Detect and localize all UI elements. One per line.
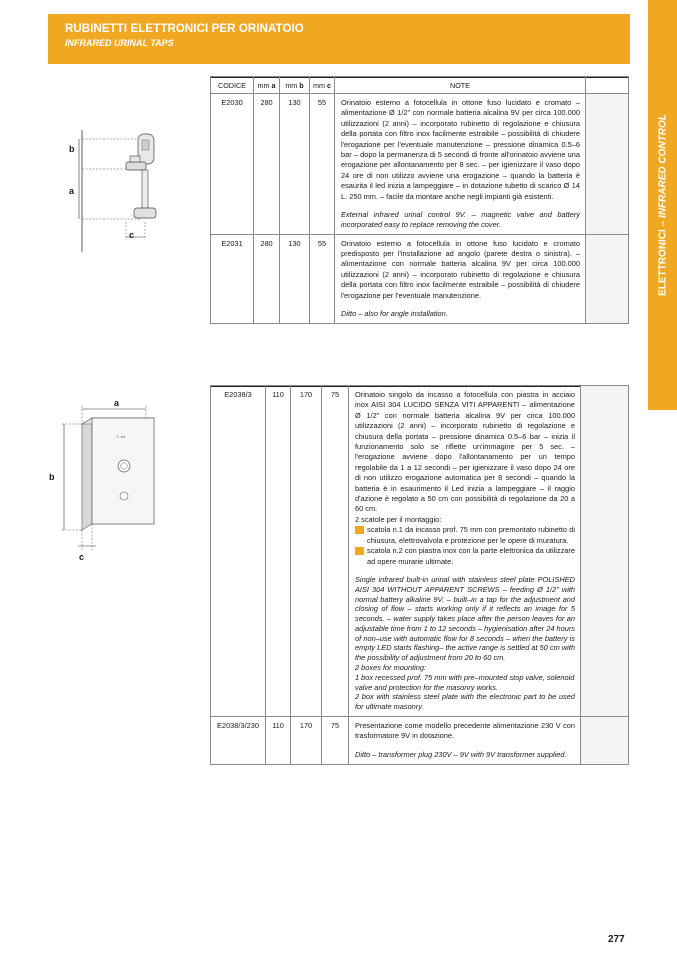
col-header-code: CODICE [211, 77, 254, 94]
box-item-2: scatola n.2 con piastra inox con la parte elettronica da utilizzare ad opere murarie ultimate. [355, 546, 575, 567]
table-row [211, 717, 629, 765]
section-header [48, 14, 630, 64]
col-header-a: mm a [254, 77, 280, 94]
cell-b: 130 [280, 94, 310, 235]
dim-label-c-1: c [129, 230, 135, 240]
built-in-box-drawing [56, 404, 176, 554]
cell-c: 75 [322, 386, 349, 717]
cell-code: E2031 [211, 234, 254, 323]
table-header-row [211, 77, 629, 94]
boxes-intro: 2 scatole per il montaggio: [355, 514, 442, 524]
cell-a: 280 [254, 94, 280, 235]
cell-a: 280 [254, 234, 280, 323]
urinal-valve-drawing [60, 126, 180, 256]
note-text: Orinatoio singolo da incasso a fotocellula con piastra in acciaio inox AISI 304 LUCIDO SENZA VITI APPARENTI – alimentazione Ø 1/2" con normale batteria alcalina 9V per circa 100.000 utilizzazioni (2 anni) – incorporato rubinetto di regolazione e chiusura della portata – pressione dinamica 0.5–6 bar – inizia il funzionamento solo se riflette un'immagine per 5 sec. – l'erogazione avviene dopo l'allontanamento per un tempo regolabile da 1 a 12 secondi – per igienizzare il vaso dopo 24 ore di non utilizzo erogazione automatica per 8 secondi – quando la batteria è in esaurimento il Led inizia a lampeggiare – il raggio d'azione è regolato a 50 cm con possibilità di regolazione da 20 a 60 cm. [355, 390, 575, 514]
orange-square-bullet [355, 547, 364, 555]
en-boxes-intro: 2 boxes for mounting: [355, 663, 427, 673]
note-text-en: Ditto – also for angle installation. [341, 309, 448, 319]
side-tab-label: ELETTRONICI – INFRARED CONTROL [657, 114, 668, 296]
spec-table-2 [210, 385, 629, 765]
col-header-note: NOTE [335, 77, 586, 94]
dim-label-a-2: a [114, 398, 120, 408]
spec-table-1 [210, 76, 629, 324]
cell-b: 170 [291, 386, 322, 717]
cell-note [349, 717, 581, 765]
cell-b: 130 [280, 234, 310, 323]
note-text: Orinatoio esterno a fotocellula in ottone fuso lucidato e cromato – alimentazione Ø 1/2" con normale batteria alcalina 9V per circa 100.000 utilizzazioni (2 anni) – incorporato rubinetto di regolazione e chiusura della portata con filtro inox facilmente estraibile – possibilità di chiudere l'erogazione per l'eventuale manutenzione – pressione dinamica 0.5–6 bar – dopo la permanenza di 5 secondi di fronte all'orinatoio avviene una erogazione per allontanamento per 8 sec. – per igienizzare il vaso dopo 24 ore di non utilizzo avviene una erogazione – quando la batteria è esaurita il led inizia a lampeggiare – in dotazione tubetto di scarico Ø 14 L. 250 mm. – facile da montare anche negli impianti già esistenti. [341, 98, 580, 201]
table-row [211, 386, 629, 717]
en-box-2: 2 box with stainless steel plate with the electronic part to be used for ultimate masonry. [355, 692, 575, 712]
cell-blank [581, 386, 629, 717]
section-subtitle: INFRARED URINAL TAPS [65, 38, 174, 48]
table-row [211, 94, 629, 235]
cell-note [335, 234, 586, 323]
cell-code: E2030 [211, 94, 254, 235]
cell-blank [586, 234, 629, 323]
cell-note [335, 94, 586, 235]
page-number: 277 [608, 934, 625, 945]
note-text: Presentazione come modello precedente alimentazione 230 V con trasformatore 9V in dotazione. [355, 721, 575, 741]
note-text: Orinatoio esterno a fotocellula in ottone fuso lucidato e cromato predisposto per l'installazione ad angolo (parete destra o sinistra). – alimentazione con normale batteria alcalina 9V per circa 100.000 utilizzazioni (2 anni) – incorporato rubinetto di regolazione e chiusura della portata con filtro inox facilmente estraibile – possibilità di chiudere l'erogazione per l'eventuale manutenzione. [341, 238, 580, 300]
cell-a: 110 [266, 717, 291, 765]
cell-blank [586, 94, 629, 235]
side-category-tab [648, 0, 677, 410]
col-header-b: mm b [280, 77, 310, 94]
cell-code: E2038/3/230 [211, 717, 266, 765]
cell-b: 170 [291, 717, 322, 765]
note-text-en: Single infrared built-in urinal with stainless steel plate POLISHED AISI 304 WITHOUT APPARENT SCREWS – feeding Ø 1/2" with normal battery alkaline 9V. – built–in a tap for the adjustment and closing of flow – starts working only if it reflects an image for 5 seconds. – water supply takes place after the person leaves for an adjustable time from 1 to 12 seconds – hygienisation after 24 hours of non–use with automatic flow for 8 seconds – when the battery is empty LED starts flashing– the active range is settled at 50 cm with the possibility of adjustment from 20 to 60 cm. [355, 574, 575, 663]
en-box-1b: valve and protection for the masonry works. [355, 682, 498, 692]
dim-label-c-2: c [79, 552, 85, 562]
cell-blank [581, 717, 629, 765]
en-box-1a: 1 box recessed prof. 75 mm with pre–mounted stop valve, solenoid [355, 672, 575, 682]
cell-note [349, 386, 581, 717]
note-text-en: External infrared urinal control 9V. – magnetic valve and battery incorporated easy to replace removing the cover. [341, 210, 580, 229]
col-header-blank [586, 77, 629, 94]
dim-label-b-2: b [49, 472, 55, 482]
cell-a: 110 [266, 386, 291, 717]
section-title: RUBINETTI ELETTRONICI PER ORINATOIO [65, 23, 304, 35]
col-header-c: mm c [310, 77, 335, 94]
dim-label-a-1: a [69, 186, 75, 196]
cell-code: E2038/3 [211, 386, 266, 717]
table-row [211, 234, 629, 323]
orange-square-bullet [355, 526, 364, 534]
cell-c: 75 [322, 717, 349, 765]
note-text-en: Ditto – transformer plug 230V – 9V with 9V transformer supplied. [355, 749, 567, 759]
dim-label-b-1: b [69, 144, 75, 154]
box-item-1: scatola n.1 da incasso prof. 75 mm con premontato rubinetto di chiusura, elettrovalvola e protezione per le opere di muratura. [355, 525, 575, 546]
cell-c: 55 [310, 234, 335, 323]
svg-text:✕ ●●: ✕ ●● [116, 434, 126, 439]
cell-c: 55 [310, 94, 335, 235]
